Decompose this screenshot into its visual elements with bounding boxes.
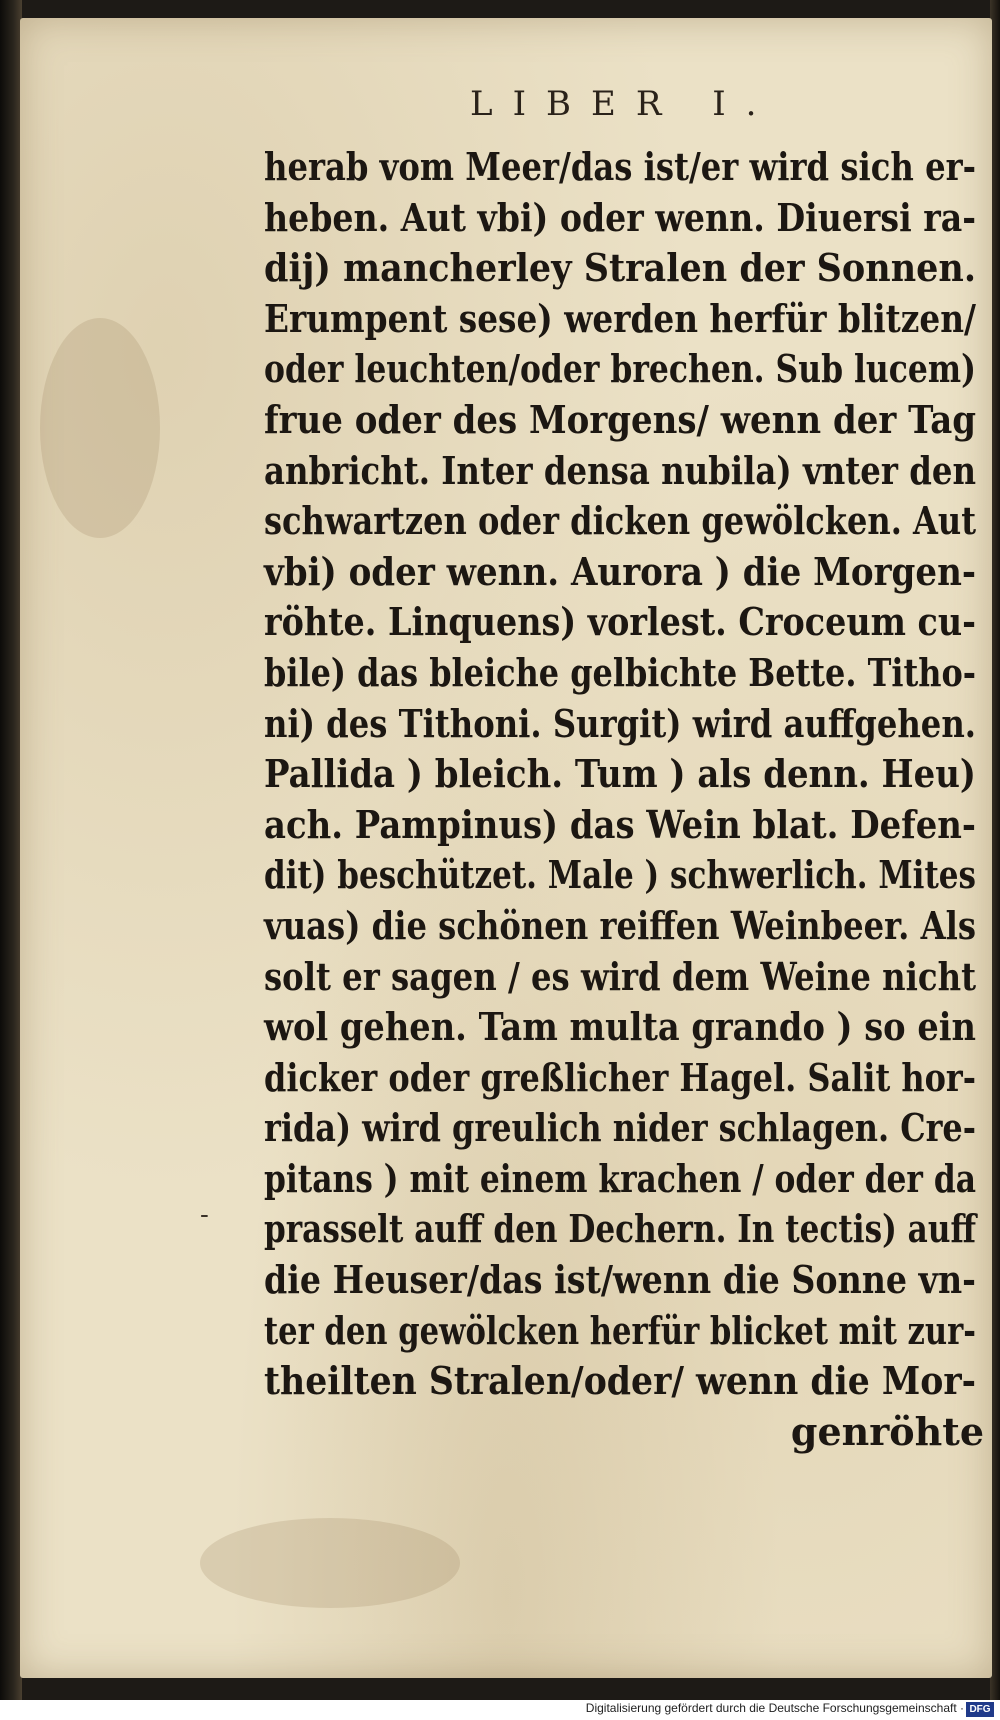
text-line: Pallida ) bleich. Tum ) als denn. Heu) <box>264 751 976 797</box>
text-line: vbi) oder wenn. Aurora ) die Morgen- <box>264 548 976 594</box>
text-line: dit) beschützet. Male ) schwerlich. Mites <box>264 852 976 898</box>
margin-mark: - <box>200 1200 209 1230</box>
text-line: ni) des Tithoni. Surgit) wird auffgehen. <box>264 700 976 746</box>
text-line: anbricht. Inter densa nubila) vnter den <box>264 447 976 493</box>
text-line: prasselt auff den Dechern. In tectis) auff <box>264 1206 976 1252</box>
paper-stain <box>40 318 160 538</box>
text-line: frue oder des Morgens/ wenn der Tag <box>264 396 976 442</box>
text-line: herab vom Meer/das ist/er wird sich er- <box>264 144 976 189</box>
text-line: oder leuchten/oder brechen. Sub lucem) <box>264 346 976 392</box>
text-line: vuas) die schönen reiffen Weinbeer. Als <box>264 902 976 948</box>
text-line: schwartzen oder dicken gewölcken. Aut <box>264 498 976 544</box>
text-line: die Heuser/das ist/wenn die Sonne vn- <box>264 1257 976 1303</box>
funding-credit: Digitalisierung gefördert durch die Deutsche Forschungsgemeinschaft · <box>585 1701 964 1715</box>
text-line: ach. Pampinus) das Wein blat. Defen- <box>264 801 976 847</box>
text-line: dij) mancherley Stralen der Sonnen. <box>264 245 976 291</box>
text-line: Erumpent sese) werden herfür blitzen/ <box>264 295 976 341</box>
text-line: ter den gewölcken herfür blicket mit zur- <box>264 1307 976 1353</box>
paper-stain <box>200 1518 460 1608</box>
text-line: solt er sagen / es wird dem Weine nicht <box>264 953 976 999</box>
text-line: dicker oder greßlicher Hagel. Salit hor- <box>264 1054 976 1100</box>
text-line: röhte. Linquens) vorlest. Croceum cu- <box>264 599 976 645</box>
text-line: bile) das bleiche gelbichte Bette. Titho- <box>264 649 976 695</box>
text-line: wol gehen. Tam multa grando ) so ein <box>264 1004 976 1050</box>
text-block <box>264 142 984 1457</box>
running-head: LIBER I. <box>470 84 777 124</box>
text-line: pitans ) mit einem krachen / oder der da <box>264 1155 976 1201</box>
catchword: genröhte <box>790 1408 984 1454</box>
dfg-logo-icon: DFG <box>966 1702 994 1717</box>
text-line: theilten Stralen/oder/ wenn die Mor- <box>264 1358 976 1404</box>
text-line: heben. Aut vbi) oder wenn. Diuersi ra- <box>264 194 976 240</box>
book-spine-edge <box>0 0 22 1720</box>
text-line: rida) wird greulich nider schlagen. Cre- <box>264 1105 976 1151</box>
